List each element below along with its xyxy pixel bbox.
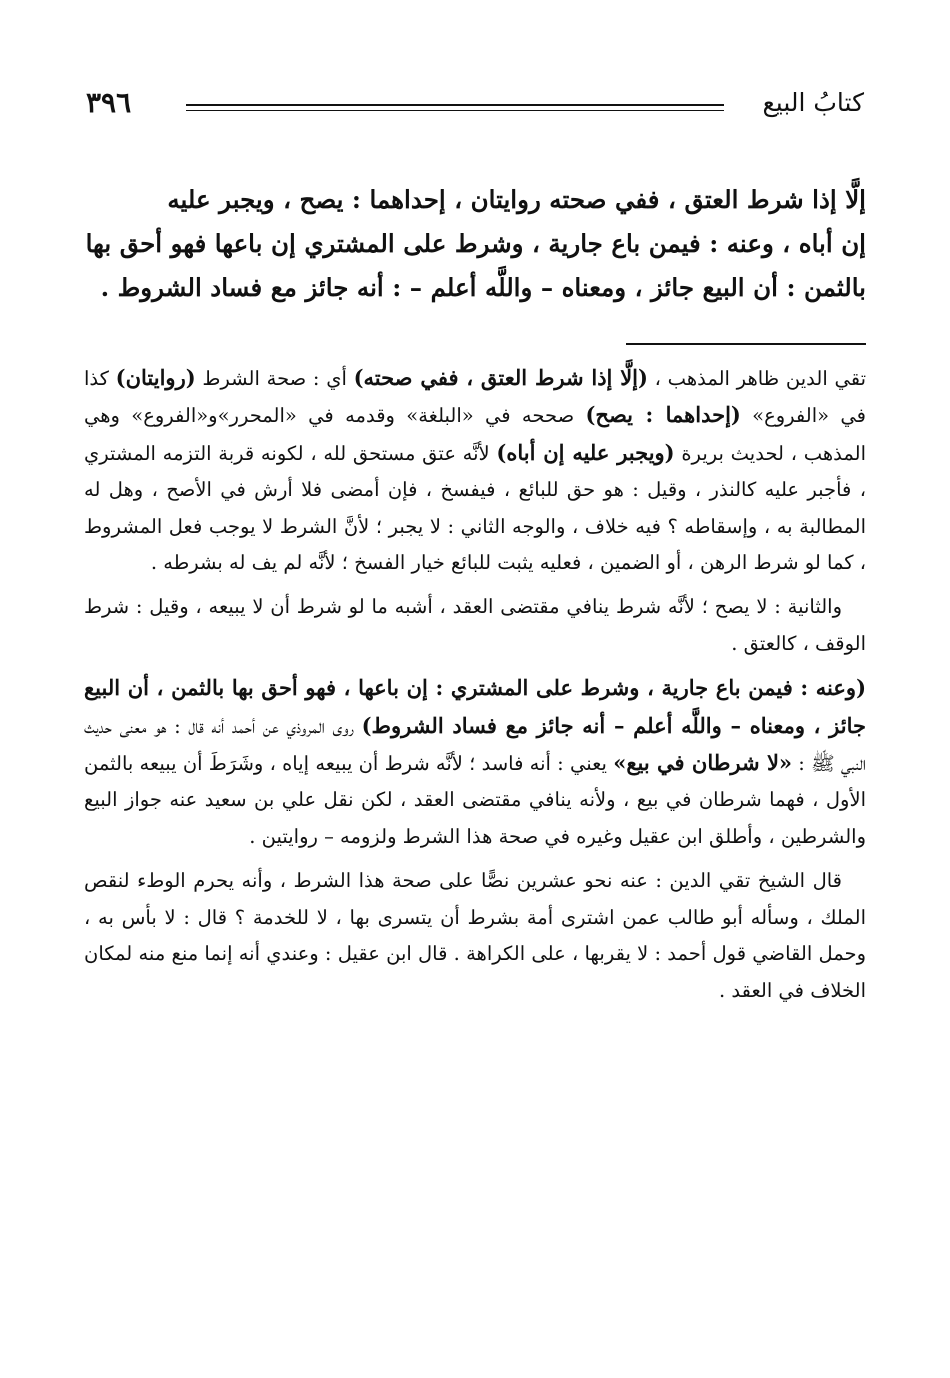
quoted-matn: (وعنه : فيمن باع جارية ، وشرط على المشتري : إن باعها ، فهو أحق بها بالثمن ، أن البيع جائز ، ومعناه – واللَّه أعلم – أنه جائز مع فساد الشروط): [84, 675, 866, 738]
page-number: ٣٩٦: [86, 86, 132, 119]
commentary-text-run: روى المروذي عن أحمد أنه قال : هو معنى حديث النبي ﷺ :: [84, 714, 867, 776]
matn-line: بالثمن : أن البيع جائز ، ومعناه – واللَّه أعلم – : أنه جائز مع فساد الشروط .: [100, 273, 866, 302]
quoted-matn: (إلَّا إذا شرط العتق ، ففي صحته): [353, 365, 648, 390]
matn-line: إن أباه ، وعنه : فيمن باع جارية ، وشرط على المشتري إن باعها فهو أحق بها: [85, 229, 866, 258]
commentary-paragraph: قال الشيخ تقي الدين : عنه نحو عشرين نصًّا على صحة هذا الشرط ، وأنه يحرم الوطء لنقص الملك ، وسأله أبو طالب عمن اشترى أمة بشرط أن يتسرى بها ، لا للخدمة ؟ قال : لا بأس به ، وحمل القاضي قول أحمد : لا يقربها ، على الكراهة . قال ابن عقيل : وعندي أنه إنما منع منه لمكان الخلاف في العقد .: [84, 869, 866, 1002]
page-header: [86, 86, 864, 126]
quoted-matn: (روايتان): [115, 365, 196, 390]
quoted-hadith: «لا شرطان في بيع»: [613, 750, 793, 776]
matn-text: [84, 178, 866, 310]
commentary-text-run: يعني : أنه فاسد ؛ لأنَّه شرط أن يبيعه إياه ، وشَرَطَ أن يبيعه بالثمن الأول ، فهما شرطان في بيع ، ولأنه ينافي مقتضى العقد ، لكن نقل علي بن سعيد عنه جواز البيع والشرطين ، وأطلق ابن عقيل وغيره في صحة هذا الشرط ولزومه – روايتين .: [84, 752, 866, 848]
commentary-text-run: لأنَّه عتق مستحق لله ، لكونه قربة التزمه المشتري ، فأجبر عليه كالنذر ، وقيل : هو حق للبائع ، فيفسخ ، فإن أمضى فلا أرش في الأصح ، وهل له المطالبة به ، وإسقاطه ؟ فيه خلاف ، والوجه الثاني : لا يجبر ؛ لأنَّ الشرط لا يوجب فعل المشروط ، كما لو شرط الرهن ، أو الضمين ، فعليه يثبت للبائع خيار الفسخ ؛ لأنَّه لم يف له بشرطه .: [84, 441, 866, 575]
commentary-paragraph: [84, 360, 866, 581]
header-rule: [186, 104, 724, 111]
commentary-text-run: صححه في «البلغة» وقدمه في «المحرر»و«الفروع» وهي المذهب ، لحديث بريرة: [84, 404, 866, 465]
footnote-separator: [626, 343, 866, 345]
commentary-text-run: كذا في «الفروع»: [84, 367, 866, 428]
commentary-paragraph: [84, 670, 866, 855]
commentary-text-run: تقي الدين ظاهر المذهب ،: [647, 367, 867, 390]
quoted-matn: (إحداهما : يصح): [585, 402, 741, 428]
commentary-text: [84, 360, 866, 1017]
commentary-paragraph: والثانية : لا يصح ؛ لأنَّه شرط ينافي مقتضى العقد ، أشبه ما لو شرط أن لا يبيعه ، وقيل : شرط الوقف ، كالعتق .: [84, 595, 866, 655]
matn-line: إلَّا إذا شرط العتق ، ففي صحته روايتان ، إحداهما : يصح ، ويجبر عليه: [167, 185, 866, 214]
quoted-matn: (ويجبر عليه إن أباه): [496, 439, 675, 465]
commentary-text-run: أي : صحة الشرط: [195, 367, 354, 390]
running-title: كتابُ البيع: [762, 88, 864, 117]
